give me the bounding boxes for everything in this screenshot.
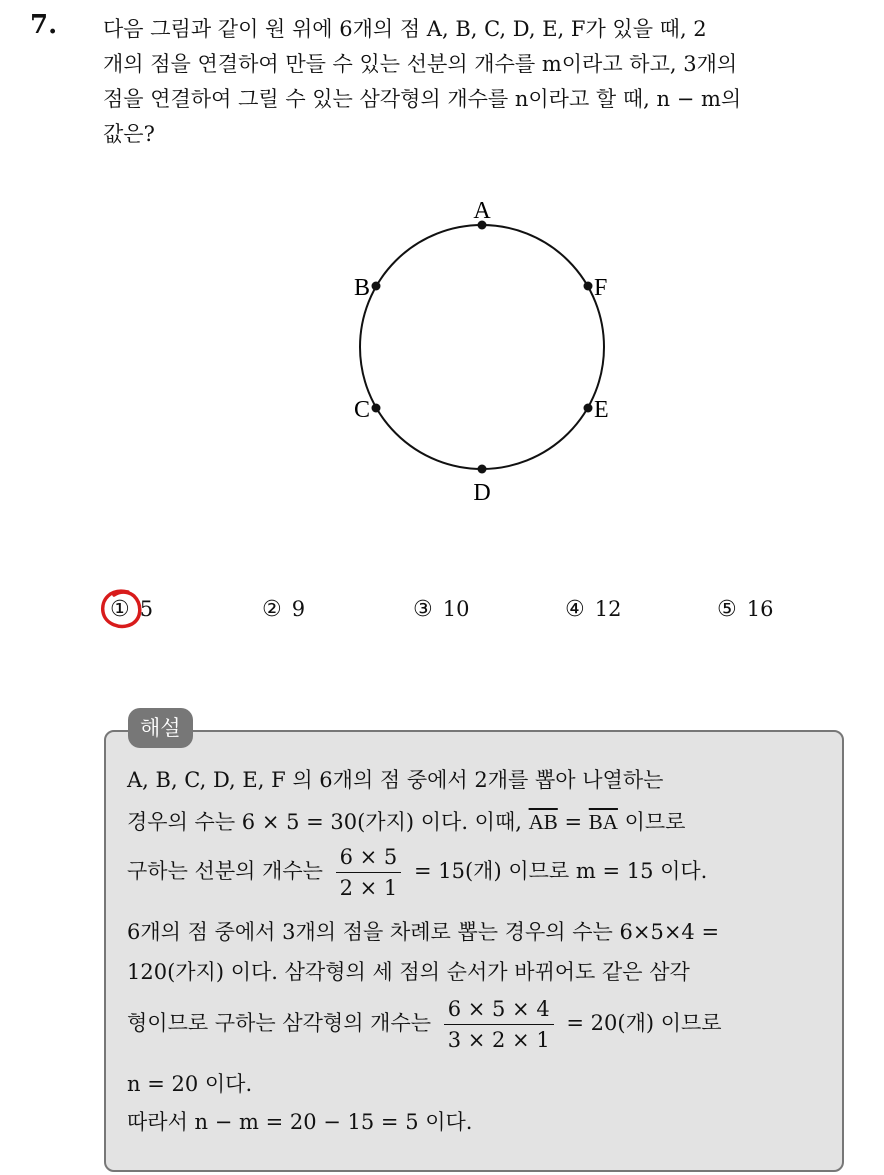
question-line-4: 값은?: [103, 122, 155, 146]
choice-5-mark: ⑤: [717, 597, 737, 622]
choice-2-mark: ②: [262, 597, 282, 622]
fraction-triangles-numerator: 6 × 5 × 4: [444, 994, 554, 1025]
point-e-dot: [584, 404, 593, 413]
fraction-segments-denominator: 2 × 1: [339, 876, 398, 900]
solution-line-5: 120(가지) 이다. 삼각형의 세 점의 순서가 바뀌어도 같은 삼각: [127, 960, 690, 984]
fraction-triangles: [444, 994, 554, 1055]
solution-line-2-end: 이므로: [617, 810, 686, 834]
question-line-2: 개의 점을 연결하여 만들 수 있는 선분의 개수를 m이라고 하고, 3개의: [103, 52, 738, 76]
choice-2-value: 9: [291, 597, 306, 621]
point-e-label: E: [594, 397, 609, 423]
solution-line-3: [127, 842, 707, 903]
question-text: [103, 12, 863, 152]
question-number: 7.: [30, 10, 58, 40]
point-c-dot: [372, 404, 381, 413]
question-line-3: 점을 연결하여 그릴 수 있는 삼각형의 개수를 n이라고 할 때, n − m의: [103, 87, 742, 111]
point-f-dot: [584, 282, 593, 291]
fraction-triangles-denominator: 3 × 2 × 1: [447, 1028, 550, 1052]
choice-3[interactable]: [413, 592, 469, 626]
point-d-dot: [478, 465, 487, 474]
choice-4-value: 12: [594, 597, 622, 621]
solution-line-3-end: = 15(개) 이므로 m = 15 이다.: [413, 859, 708, 883]
choice-1-value: 5: [139, 597, 154, 621]
segment-ba: $\overline{BA}$: [588, 810, 618, 834]
point-b-label: B: [353, 275, 370, 301]
solution-line-1: A, B, C, D, E, F 의 6개의 점 중에서 2개를 뽑아 나열하는: [127, 768, 664, 792]
segment-equals: =: [557, 810, 589, 834]
choice-3-mark: ③: [413, 597, 433, 622]
choice-2[interactable]: [262, 592, 305, 626]
segment-ab: $\overline{AB}$: [528, 810, 558, 834]
solution-line-7: n = 20 이다.: [127, 1072, 253, 1096]
circle-figure: [330, 190, 630, 510]
solution-line-2: [127, 806, 685, 836]
solution-line-2-text: 경우의 수는 6 × 5 = 30(가지) 이다. 이때,: [127, 810, 529, 834]
solution-line-8: 따라서 n − m = 20 − 15 = 5 이다.: [127, 1110, 473, 1134]
answer-circle-mark: [98, 586, 144, 632]
choice-4[interactable]: [565, 592, 621, 626]
fraction-segments: [336, 842, 402, 903]
choice-5-value: 16: [746, 597, 774, 621]
fraction-segments-numerator: 6 × 5: [336, 842, 402, 873]
point-d-label: D: [473, 480, 491, 506]
point-f-label: F: [594, 275, 608, 301]
solution-line-4: 6개의 점 중에서 3개의 점을 차례로 뽑는 경우의 수는 6×5×4 =: [127, 920, 720, 944]
solution-line-6-text: 형이므로 구하는 삼각형의 개수는: [127, 1011, 432, 1035]
circle: [360, 225, 604, 469]
choice-4-mark: ④: [565, 597, 585, 622]
choice-5[interactable]: [717, 592, 773, 626]
point-c-label: C: [353, 397, 370, 423]
solution-line-6: [127, 994, 722, 1055]
choice-3-value: 10: [442, 597, 470, 621]
solution-tag: 해설: [128, 708, 193, 748]
choice-1-mark: ①: [110, 597, 130, 622]
point-a-label: A: [473, 198, 491, 224]
point-b-dot: [372, 282, 381, 291]
solution-line-3-text: 구하는 선분의 개수는: [127, 859, 323, 883]
question-line-1: 다음 그림과 같이 원 위에 6개의 점 A, B, C, D, E, F가 있을 때, 2: [103, 17, 707, 41]
solution-line-6-end: = 20(개) 이므로: [566, 1011, 722, 1035]
